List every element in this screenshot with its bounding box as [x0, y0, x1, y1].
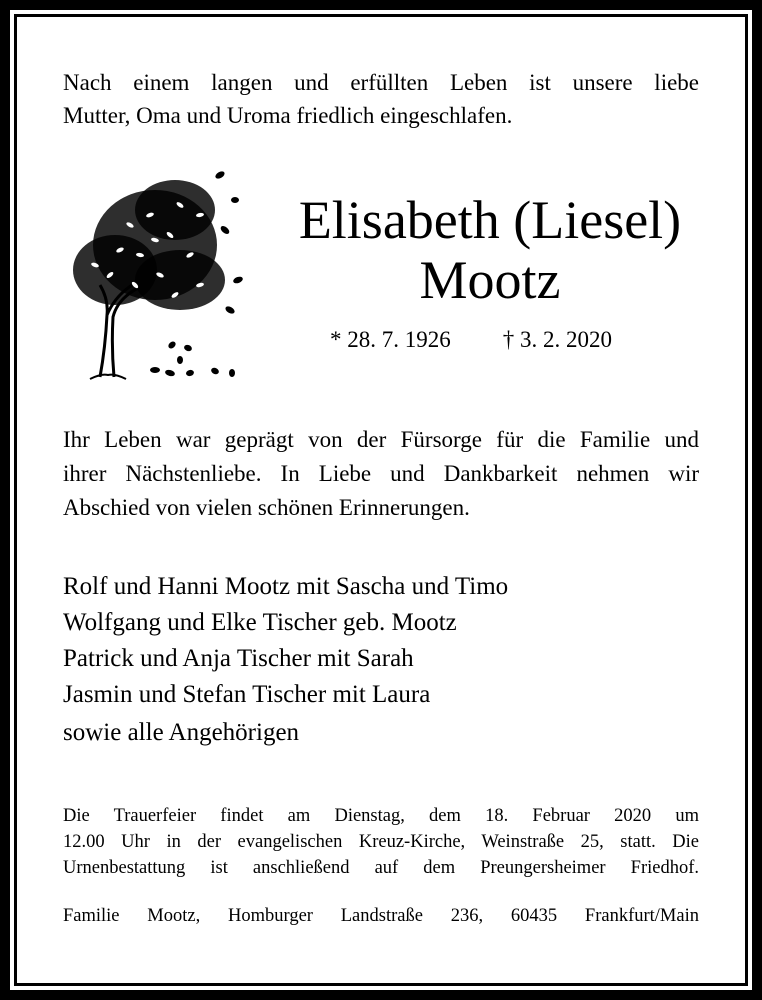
tree-with-falling-leaves-icon [60, 155, 245, 385]
mourner-entry: Rolf und Hanni Mootz mit Sascha und Timo [63, 573, 509, 600]
family-address: Familie Mootz, Homburger Landstraße 236, 60435 Frankfurt/Main [63, 906, 699, 926]
mourner-entry: Wolfgang und Elke Tischer geb. Mootz [63, 609, 457, 636]
intro-line: Nach einem langen und erfüllten Leben ist unsere liebe [63, 70, 699, 95]
tribute-line: Abschied von vielen schönen Erinnerungen. [63, 495, 470, 520]
funeral-line: Die Trauerfeier findet am Dienstag, dem 18. Februar 2020 um [63, 806, 699, 826]
funeral-line: 12.00 Uhr in der evangelischen Kreuz-Kirche, Weinstraße 25, statt. Die [63, 832, 699, 852]
tribute-paragraph [63, 423, 699, 525]
death-date: † 3. 2. 2020 [502, 327, 612, 352]
tribute-line: Ihr Leben war geprägt von der Fürsorge für die Familie und [63, 427, 699, 452]
mourner-entry: Jasmin und Stefan Tischer mit Laura [63, 681, 431, 708]
intro-paragraph [63, 66, 699, 132]
deceased-name-last: Mootz [419, 250, 561, 310]
mourner-entry: Patrick und Anja Tischer mit Sarah [63, 645, 414, 672]
funeral-details [63, 803, 699, 881]
tribute-line: ihrer Nächstenliebe. In Liebe und Dankbarkeit nehmen wir [63, 461, 699, 486]
deceased-name-first: Elisabeth (Liesel) [298, 190, 682, 250]
mourner-entry: sowie alle Angehörigen [63, 719, 300, 746]
birth-date: * 28. 7. 1926 [330, 327, 451, 352]
intro-line: Mutter, Oma und Uroma friedlich eingeschlafen. [63, 103, 513, 128]
life-dates [330, 325, 612, 355]
mourners-list [63, 569, 508, 751]
funeral-line: Urnenbestattung ist anschließend auf dem Preungersheimer Friedhof. [63, 858, 699, 878]
